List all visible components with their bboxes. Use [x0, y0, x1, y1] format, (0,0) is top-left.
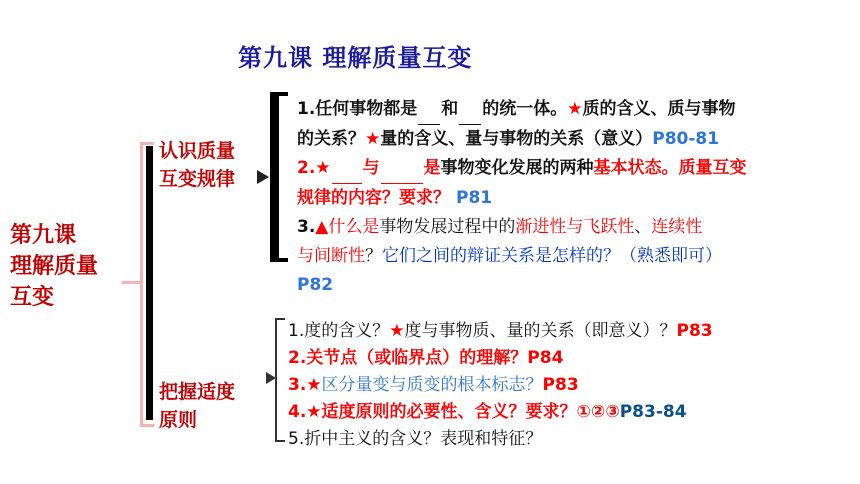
branch1-line-2: 互变规律: [159, 168, 236, 190]
branch2-line-2: 原则: [159, 409, 198, 431]
group1-bracket-bottom: [270, 258, 288, 262]
blank-2: [459, 95, 481, 125]
page-ref: P83-84: [619, 402, 687, 422]
g2-item2: 2.关节点（或临界点）的理解？P84: [288, 348, 564, 368]
group1-arrow: [257, 170, 269, 184]
triangle-icon: ▲: [315, 217, 329, 237]
g1-item1-line1: 1.任何事物都是 和 的统一体。★质的含义、质与事物: [297, 95, 747, 125]
g1-item3-line2: 与间断性？它们之间的辩证关系是怎样的？（熟悉即可）: [297, 246, 722, 266]
page-ref: P83: [542, 375, 579, 395]
group1-text: [297, 95, 747, 300]
root-line-1: 第九课: [10, 223, 77, 248]
g1-item2-line1: 2.★ 与 是事物变化发展的两种基本状态。质量互变: [297, 154, 747, 184]
root-line-2: 理解质量: [10, 254, 99, 279]
page-title: 第九课 理解质量互变: [238, 44, 473, 72]
g1-item2-line2: 规律的内容？要求？ P81: [297, 188, 493, 208]
group2-bracket-top: [275, 318, 285, 320]
group1-bracket: [270, 92, 279, 262]
blank-4: [381, 154, 423, 184]
group2-bracket-bottom: [275, 440, 285, 442]
branch2-line-1: 把握适度: [159, 381, 236, 403]
branch-grasp-principle: [159, 378, 235, 434]
branch-bracket-top-tick: [140, 142, 154, 145]
page-ref: P80-81: [652, 129, 720, 149]
g2-item5: 5.折中主义的含义？表现和特征？: [288, 429, 543, 449]
g2-item1: 1.度的含义？★度与事物质、量的关系（即意义）？P83: [288, 321, 713, 341]
g1-item3-line1: 3.▲什么是事物发展过程中的渐进性与飞跃性、连续性: [297, 217, 703, 237]
branch-recognize-law: [159, 137, 235, 193]
root-connector: [122, 281, 142, 284]
blank-3: [332, 154, 362, 184]
blank-1: [418, 95, 440, 125]
star-icon: ★: [389, 321, 405, 341]
g1-item1-line2: 的关系？★量的含义、量与事物的关系（意义）P80-81: [297, 129, 720, 149]
page-ref: P81: [456, 188, 493, 208]
root-line-3: 互变: [10, 285, 55, 310]
branch1-line-1: 认识质量: [159, 140, 236, 162]
g2-item4: 4.★适度原则的必要性、含义？要求？①②③P83-84: [288, 402, 687, 422]
root-node: [10, 220, 98, 313]
g1-item3-line3: [297, 271, 747, 300]
page-ref: P82: [297, 275, 334, 295]
group1-bracket-top: [270, 92, 288, 96]
group2-arrow: [266, 372, 276, 384]
star-icon: ★: [306, 375, 322, 395]
star-icon: ★: [365, 129, 381, 149]
page-ref: P84: [527, 348, 564, 368]
star-icon: ★: [567, 99, 583, 119]
group2-text: [288, 318, 713, 453]
g2-item3: 3.★区分量变与质变的根本标志？P83: [288, 375, 579, 395]
branch-bracket-bottom-tick: [140, 424, 154, 427]
branch-bracket-pink: [140, 142, 143, 427]
page-ref: P83: [676, 321, 713, 341]
branch-divider-bar: [146, 146, 153, 420]
